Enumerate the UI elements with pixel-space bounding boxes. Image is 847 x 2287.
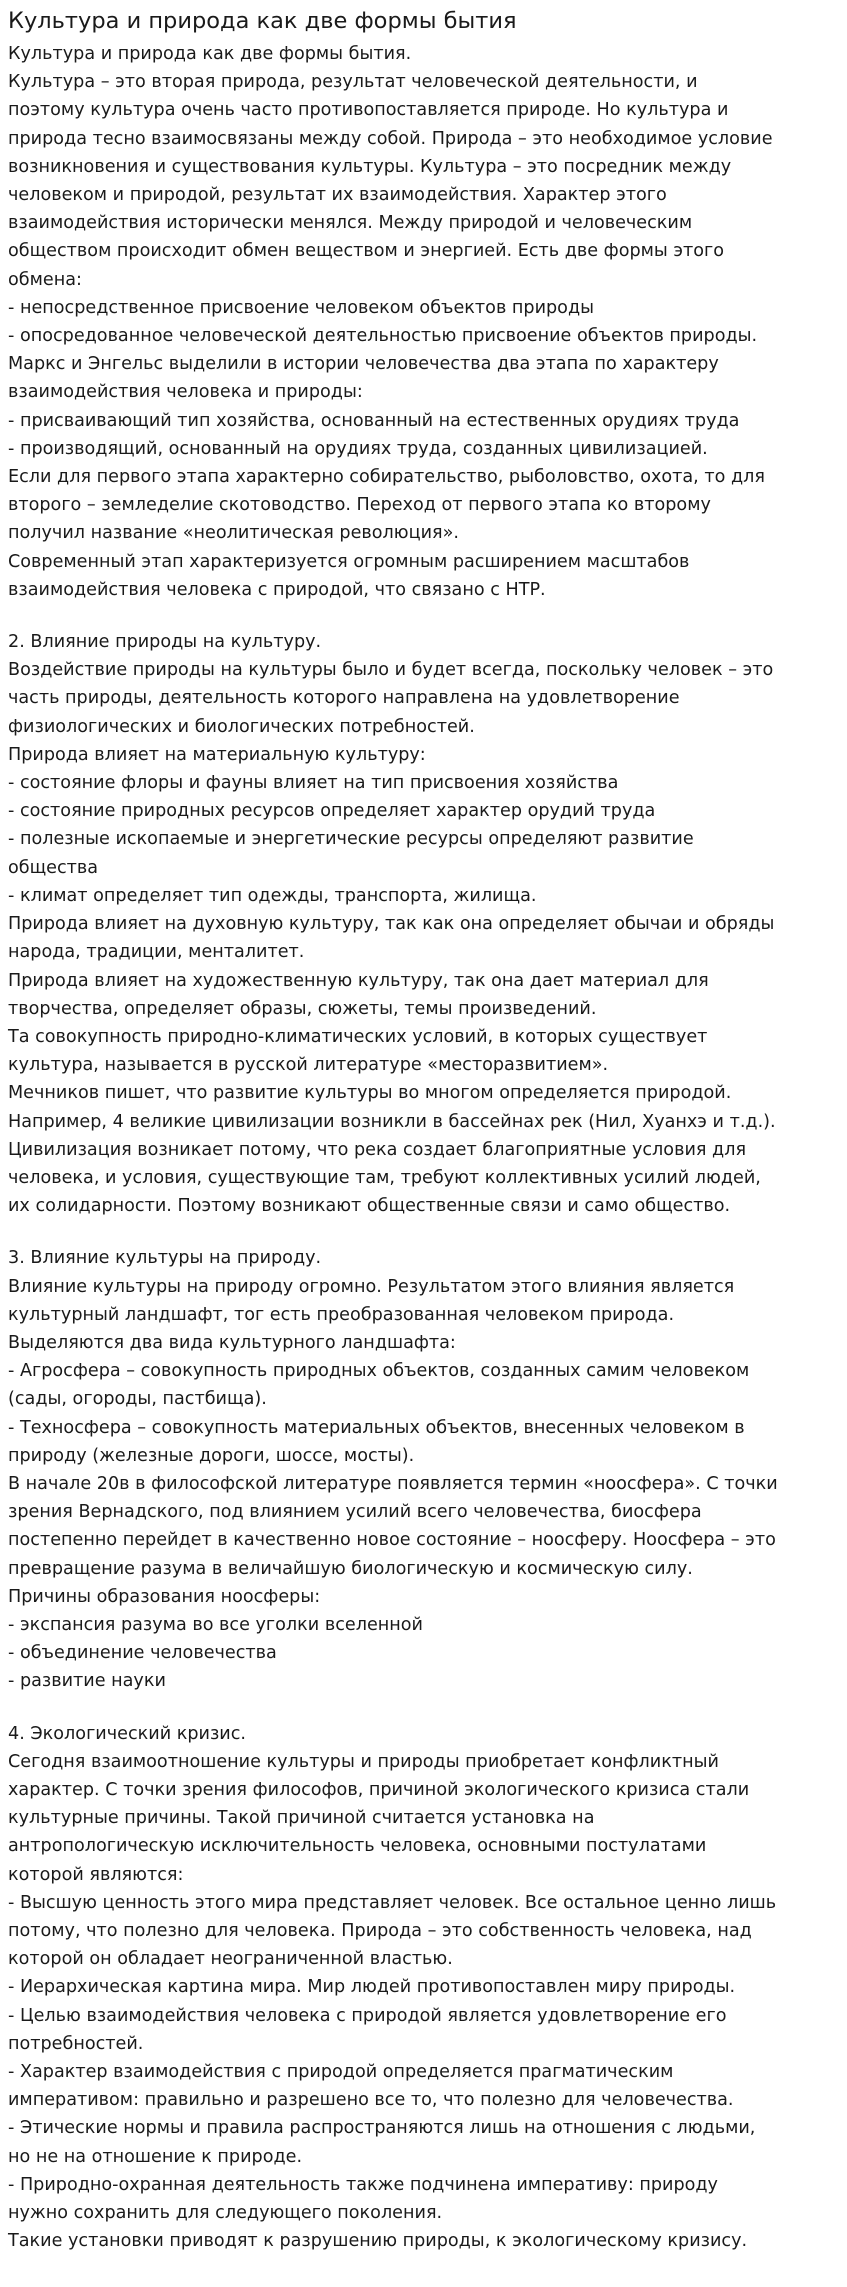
- paragraph-line: которой являются:: [8, 1864, 184, 1885]
- paragraph-line: потребностей.: [8, 2033, 144, 2054]
- paragraph-line: (сады, огороды, пастбища).: [8, 1389, 267, 1410]
- paragraph-line: человеком и природой, результат их взаимодействия. Характер этого: [8, 185, 667, 206]
- paragraph-line: взаимодействия человека с природой, что связано с НТР.: [8, 579, 546, 600]
- paragraph-line: Причины образования ноосферы:: [8, 1586, 321, 1607]
- paragraph-line: обществом происходит обмен веществом и энергией. Есть две формы этого: [8, 241, 725, 262]
- paragraph-line: обмена:: [8, 269, 82, 290]
- paragraph-line: - опосредованное человеческой деятельностью присвоение объектов природы.: [8, 326, 758, 347]
- paragraph-line: культура, называется в русской литературе «месторазвитием».: [8, 1055, 609, 1076]
- paragraph-line: - состояние флоры и фауны влияет на тип присвоения хозяйства: [8, 773, 619, 794]
- paragraph-line: взаимодействия человека и природы:: [8, 382, 363, 403]
- paragraph-line: - Иерархическая картина мира. Мир людей противопоставлен миру природы.: [8, 1977, 736, 1998]
- paragraph-line: зрения Вернадского, под влиянием усилий всего человечества, биосфера: [8, 1502, 702, 1523]
- paragraph-line: взаимодействия исторически менялся. Между природой и человеческим: [8, 213, 693, 234]
- paragraph-line: Цивилизация возникает потому, что река создает благоприятные условия для: [8, 1139, 747, 1160]
- paragraph-line: их солидарности. Поэтому возникают общественные связи и само общество.: [8, 1196, 731, 1217]
- paragraph-line: творчества, определяет образы, сюжеты, темы произведений.: [8, 998, 597, 1019]
- paragraph-line: которой он обладает неограниченной властью.: [8, 1949, 453, 1970]
- paragraph-line: - Агросфера – совокупность природных объектов, созданных самим человеком: [8, 1361, 750, 1382]
- paragraph-line: - Целью взаимодействия человека с природой является удовлетворение его: [8, 2005, 727, 2026]
- paragraph-line: - присваивающий тип хозяйства, основанный на естественных орудиях труда: [8, 410, 740, 431]
- paragraph-line: часть природы, деятельность которого направлена на удовлетворение: [8, 688, 680, 709]
- section-2: [8, 628, 837, 1220]
- paragraph-line: Сегодня взаимоотношение культуры и природы приобретает конфликтный: [8, 1751, 719, 1772]
- page-title: Культура и природа как две формы бытия: [8, 8, 517, 34]
- paragraph-line: культурный ландшафт, тог есть преобразованная человеком природа.: [8, 1304, 675, 1325]
- paragraph-line: - Характер взаимодействия с природой определяется прагматическим: [8, 2062, 674, 2083]
- paragraph-line: - состояние природных ресурсов определяет характер орудий труда: [8, 801, 656, 822]
- paragraph-line: Природа влияет на духовную культуру, так как она определяет обычаи и обряды: [8, 914, 775, 935]
- paragraph-line: - Этические нормы и правила распространяются лишь на отношения с людьми,: [8, 2118, 756, 2139]
- paragraph-line: - производящий, основанный на орудиях труда, созданных цивилизацией.: [8, 438, 708, 459]
- paragraph-line: - объединение человечества: [8, 1643, 277, 1664]
- document-body: [8, 40, 837, 2255]
- paragraph-line: - Природно-охранная деятельность также подчинена императиву: природу: [8, 2174, 718, 2195]
- paragraph-line: - полезные ископаемые и энергетические ресурсы определяют развитие: [8, 829, 694, 850]
- paragraph-line: но не на отношение к природе.: [8, 2146, 303, 2167]
- paragraph-heading-line: Культура и природа как две формы бытия.: [8, 44, 412, 64]
- section-4: [8, 1720, 837, 2256]
- paragraph-line: характер. С точки зрения философов, причиной экологического кризиса стали: [8, 1779, 750, 1800]
- section-3: [8, 1244, 837, 1695]
- paragraph-line: природа тесно взаимосвязаны между собой. Природа – это необходимое условие: [8, 128, 773, 149]
- paragraph-heading-line: 3. Влияние культуры на природу.: [8, 1248, 322, 1269]
- paragraph-line: - Техносфера – совокупность материальных объектов, внесенных человеком в: [8, 1417, 745, 1438]
- section-1: [8, 40, 837, 604]
- paragraph-line: Та совокупность природно-климатических условий, в которых существует: [8, 1026, 708, 1047]
- paragraph-line: императивом: правильно и разрешено все то, что полезно для человечества.: [8, 2090, 734, 2111]
- paragraph-line: Такие установки приводят к разрушению природы, к экологическому кризису.: [8, 2231, 748, 2252]
- paragraph-line: - экспансия разума во все уголки вселенной: [8, 1614, 423, 1635]
- paragraph-line: - Высшую ценность этого мира представляет человек. Все остальное ценно лишь: [8, 1892, 777, 1913]
- paragraph-line: возникновения и существования культуры. Культура – это посредник между: [8, 156, 732, 177]
- paragraph-line: Современный этап характеризуется огромным расширением масштабов: [8, 551, 690, 572]
- paragraph-line: народа, традиции, менталитет.: [8, 942, 305, 963]
- paragraph-line: Мечников пишет, что развитие культуры во многом определяется природой.: [8, 1083, 732, 1104]
- paragraph-line: антропологическую исключительность человека, основными постулатами: [8, 1836, 707, 1857]
- paragraph-line: Природа влияет на материальную культуру:: [8, 744, 426, 765]
- paragraph-line: получил название «неолитическая революция».: [8, 523, 459, 544]
- paragraph-line: потому, что полезно для человека. Природа – это собственность человека, над: [8, 1921, 752, 1941]
- paragraph-line: постепенно перейдет в качественно новое состояние – ноосферу. Ноосфера – это: [8, 1530, 776, 1551]
- paragraph-line: превращение разума в величайшую биологическую и космическую силу.: [8, 1558, 693, 1579]
- paragraph-line: Маркс и Энгельс выделили в истории человечества два этапа по характеру: [8, 354, 719, 375]
- paragraph-line: В начале 20в в философской литературе появляется термин «ноосфера». С точки: [8, 1473, 778, 1494]
- paragraph-heading-line: 2. Влияние природы на культуру.: [8, 632, 322, 653]
- paragraph-line: общества: [8, 857, 99, 878]
- paragraph-line: физиологических и биологических потребностей.: [8, 716, 475, 737]
- paragraph-line: Выделяются два вида культурного ландшафта:: [8, 1332, 456, 1353]
- paragraph-line: - климат определяет тип одежды, транспорта, жилища.: [8, 885, 537, 906]
- paragraph-line: культурные причины. Такой причиной считается установка на: [8, 1808, 595, 1829]
- paragraph-line: Влияние культуры на природу огромно. Результатом этого влияния является: [8, 1276, 735, 1297]
- paragraph-line: человека, и условия, существующие там, требуют коллективных усилий людей,: [8, 1167, 761, 1188]
- paragraph-line: нужно сохранить для следующего поколения.: [8, 2203, 443, 2224]
- paragraph-heading-line: 4. Экологический кризис.: [8, 1723, 247, 1744]
- paragraph-line: Воздействие природы на культуры было и будет всегда, поскольку человек – это: [8, 660, 774, 681]
- paragraph-line: Природа влияет на художественную культуру, так она дает материал для: [8, 970, 709, 991]
- paragraph-line: Например, 4 великие цивилизации возникли в бассейнах рек (Нил, Хуанхэ и т.д.).: [8, 1111, 776, 1132]
- paragraph-line: второго – земледелие скотоводство. Переход от первого этапа ко второму: [8, 495, 711, 516]
- paragraph-line: - развитие науки: [8, 1671, 166, 1692]
- paragraph-line: поэтому культура очень часто противопоставляется природе. Но культура и: [8, 100, 729, 121]
- paragraph-line: Культура – это вторая природа, результат человеческой деятельности, и: [8, 72, 698, 93]
- paragraph-line: - непосредственное присвоение человеком объектов природы: [8, 297, 594, 318]
- paragraph-line: природу (железные дороги, шоссе, мосты).: [8, 1445, 415, 1466]
- paragraph-line: Если для первого этапа характерно собирательство, рыболовство, охота, то для: [8, 467, 765, 488]
